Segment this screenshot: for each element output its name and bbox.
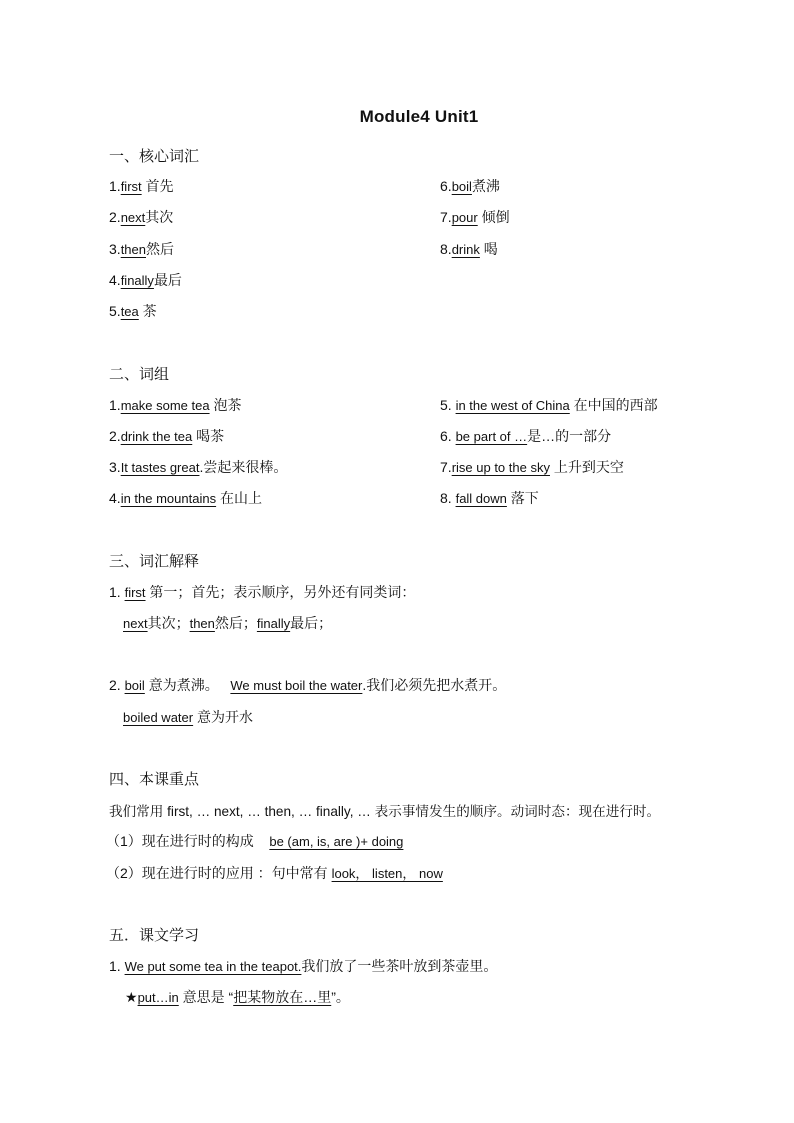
explain-word: boiled water: [123, 710, 194, 725]
section-heading-vocab: 一、核心词汇: [109, 148, 200, 165]
text-study-sentence: We put some tea in the teapot.: [124, 959, 302, 974]
vocab-item-2: [109, 207, 173, 227]
focus-label: （2）现在进行时的应用 ：句中常有: [106, 865, 328, 881]
phrase-num: 3.: [109, 459, 121, 475]
vocab-item-8: [440, 239, 498, 259]
vocab-num: 6.: [440, 178, 452, 194]
phrase-text: make some tea: [120, 398, 210, 413]
phrase-meaning: 在山上: [219, 490, 262, 506]
phrase-num: 8.: [440, 490, 456, 506]
phrase-meaning: .尝起来很棒。: [199, 459, 288, 475]
focus-label: （1）现在进行时的构成: [106, 833, 254, 849]
phrase-num: 6.: [440, 428, 456, 444]
section-heading-text-study: 五．课文学习: [109, 927, 200, 944]
vocab-item-7: [440, 207, 510, 227]
vocab-word: next: [120, 210, 146, 225]
explain-word: first: [124, 585, 146, 600]
phrase-item-7: [440, 457, 624, 477]
phrase-meaning: 泡茶: [213, 397, 242, 413]
phrase-item-5: [440, 395, 658, 415]
vocab-num: 8.: [440, 241, 452, 257]
explain-item-2b: [123, 707, 253, 727]
vocab-word: pour: [451, 210, 478, 225]
phrase-num: 2.: [109, 428, 121, 444]
explain-item-1: [109, 582, 415, 602]
related-meaning-finally: 最后；: [290, 615, 333, 631]
vocab-word: first: [120, 179, 142, 194]
section-heading-focus: 四、本课重点: [109, 771, 200, 788]
vocab-num: 7.: [440, 209, 452, 225]
vocab-word: finally: [120, 273, 154, 288]
text-study-item-1: [109, 956, 497, 976]
text-study-end: ”。: [331, 989, 350, 1005]
vocab-num: 1.: [109, 178, 121, 194]
vocab-meaning: 倾倒: [481, 209, 510, 225]
phrase-num: 5.: [440, 397, 456, 413]
vocab-meaning: 煮沸: [471, 178, 500, 194]
phrase-item-6: [440, 426, 611, 446]
focus-line-1: 我们常用 first, … next, … then, … finally, … 表示事情发生的顺序。动词时态：现在进行时。: [109, 804, 661, 819]
explain-text: 意为煮沸。: [148, 677, 219, 693]
related-word-next: next: [123, 616, 148, 631]
vocab-item-5: [109, 301, 157, 321]
explain-num: 2.: [109, 677, 125, 693]
text-study-mid: 意思是 “: [182, 989, 234, 1005]
vocab-num: 4.: [109, 272, 121, 288]
star-icon: ★: [125, 989, 138, 1005]
vocab-meaning: 然后: [146, 241, 174, 257]
text-study-translation: 我们放了一些茶叶放到茶壶里。: [301, 958, 498, 974]
section-heading-explain: 三、词汇解释: [109, 553, 200, 570]
vocab-word: tea: [120, 304, 139, 319]
text-study-meaning: 把某物放在…里: [233, 989, 332, 1005]
related-meaning-next: 其次；: [147, 615, 190, 631]
focus-line-3: [106, 863, 443, 883]
text-study-phrase: put…in: [137, 990, 179, 1005]
vocab-item-3: [109, 239, 174, 259]
phrase-text: in the west of China: [455, 398, 570, 413]
phrase-meaning: 落下: [510, 490, 539, 506]
phrase-meaning: 在中国的西部: [573, 397, 658, 413]
page-title: Module4 Unit1: [359, 107, 479, 126]
vocab-meaning: 首先: [145, 178, 174, 194]
phrase-num: 1.: [109, 397, 121, 413]
vocab-item-1: [109, 176, 174, 196]
phrase-item-4: [109, 488, 262, 508]
explain-num: 1.: [109, 584, 125, 600]
phrase-item-3: [109, 457, 287, 477]
vocab-num: 2.: [109, 209, 121, 225]
phrase-meaning: 上升到天空: [553, 459, 624, 475]
text-study-item-2: [125, 987, 350, 1007]
vocab-num: 5.: [109, 303, 121, 319]
text-study-num: 1.: [109, 958, 125, 974]
phrase-text: be part of …: [455, 429, 528, 444]
related-word-finally: finally: [256, 616, 291, 631]
phrase-text: fall down: [455, 491, 507, 506]
explain-example: We must boil the water: [230, 678, 363, 693]
explain-word: boil: [124, 678, 145, 693]
focus-line-2: [106, 831, 403, 851]
section-heading-phrases: 二、词组: [109, 366, 170, 383]
vocab-meaning: 喝: [483, 241, 498, 257]
vocab-word: boil: [451, 179, 472, 194]
phrase-item-1: [109, 395, 241, 415]
phrase-text: It tastes great: [120, 460, 200, 475]
phrase-text: drink the tea: [120, 429, 193, 444]
explain-related-words: [123, 613, 332, 633]
explain-text: 意为开水: [197, 709, 253, 725]
focus-value: be (am, is, are )+ doing: [269, 834, 404, 849]
phrase-item-8: [440, 488, 539, 508]
vocab-meaning: 茶: [142, 303, 157, 319]
vocab-word: drink: [451, 242, 480, 257]
phrase-meaning: 是…的一部分: [527, 428, 612, 444]
explain-item-2: [109, 675, 506, 695]
vocab-num: 3.: [109, 241, 121, 257]
related-meaning-then: 然后；: [214, 615, 257, 631]
phrase-text: in the mountains: [120, 491, 217, 506]
vocab-word: then: [120, 242, 146, 257]
phrase-num: 7.: [440, 459, 452, 475]
vocab-meaning: 其次: [145, 209, 174, 225]
focus-value: look， listen， now: [331, 866, 443, 881]
phrase-text: rise up to the sky: [451, 460, 550, 475]
vocab-item-6: [440, 176, 500, 196]
phrase-meaning: 喝茶: [196, 428, 225, 444]
related-word-then: then: [189, 616, 215, 631]
explain-example-translation: .我们必须先把水煮开。: [362, 677, 507, 693]
vocab-meaning: 最后: [153, 272, 182, 288]
vocab-item-4: [109, 270, 182, 290]
explain-text: 第一；首先；表示顺序，另外还有同类词：: [149, 584, 416, 600]
phrase-num: 4.: [109, 490, 121, 506]
phrase-item-2: [109, 426, 224, 446]
